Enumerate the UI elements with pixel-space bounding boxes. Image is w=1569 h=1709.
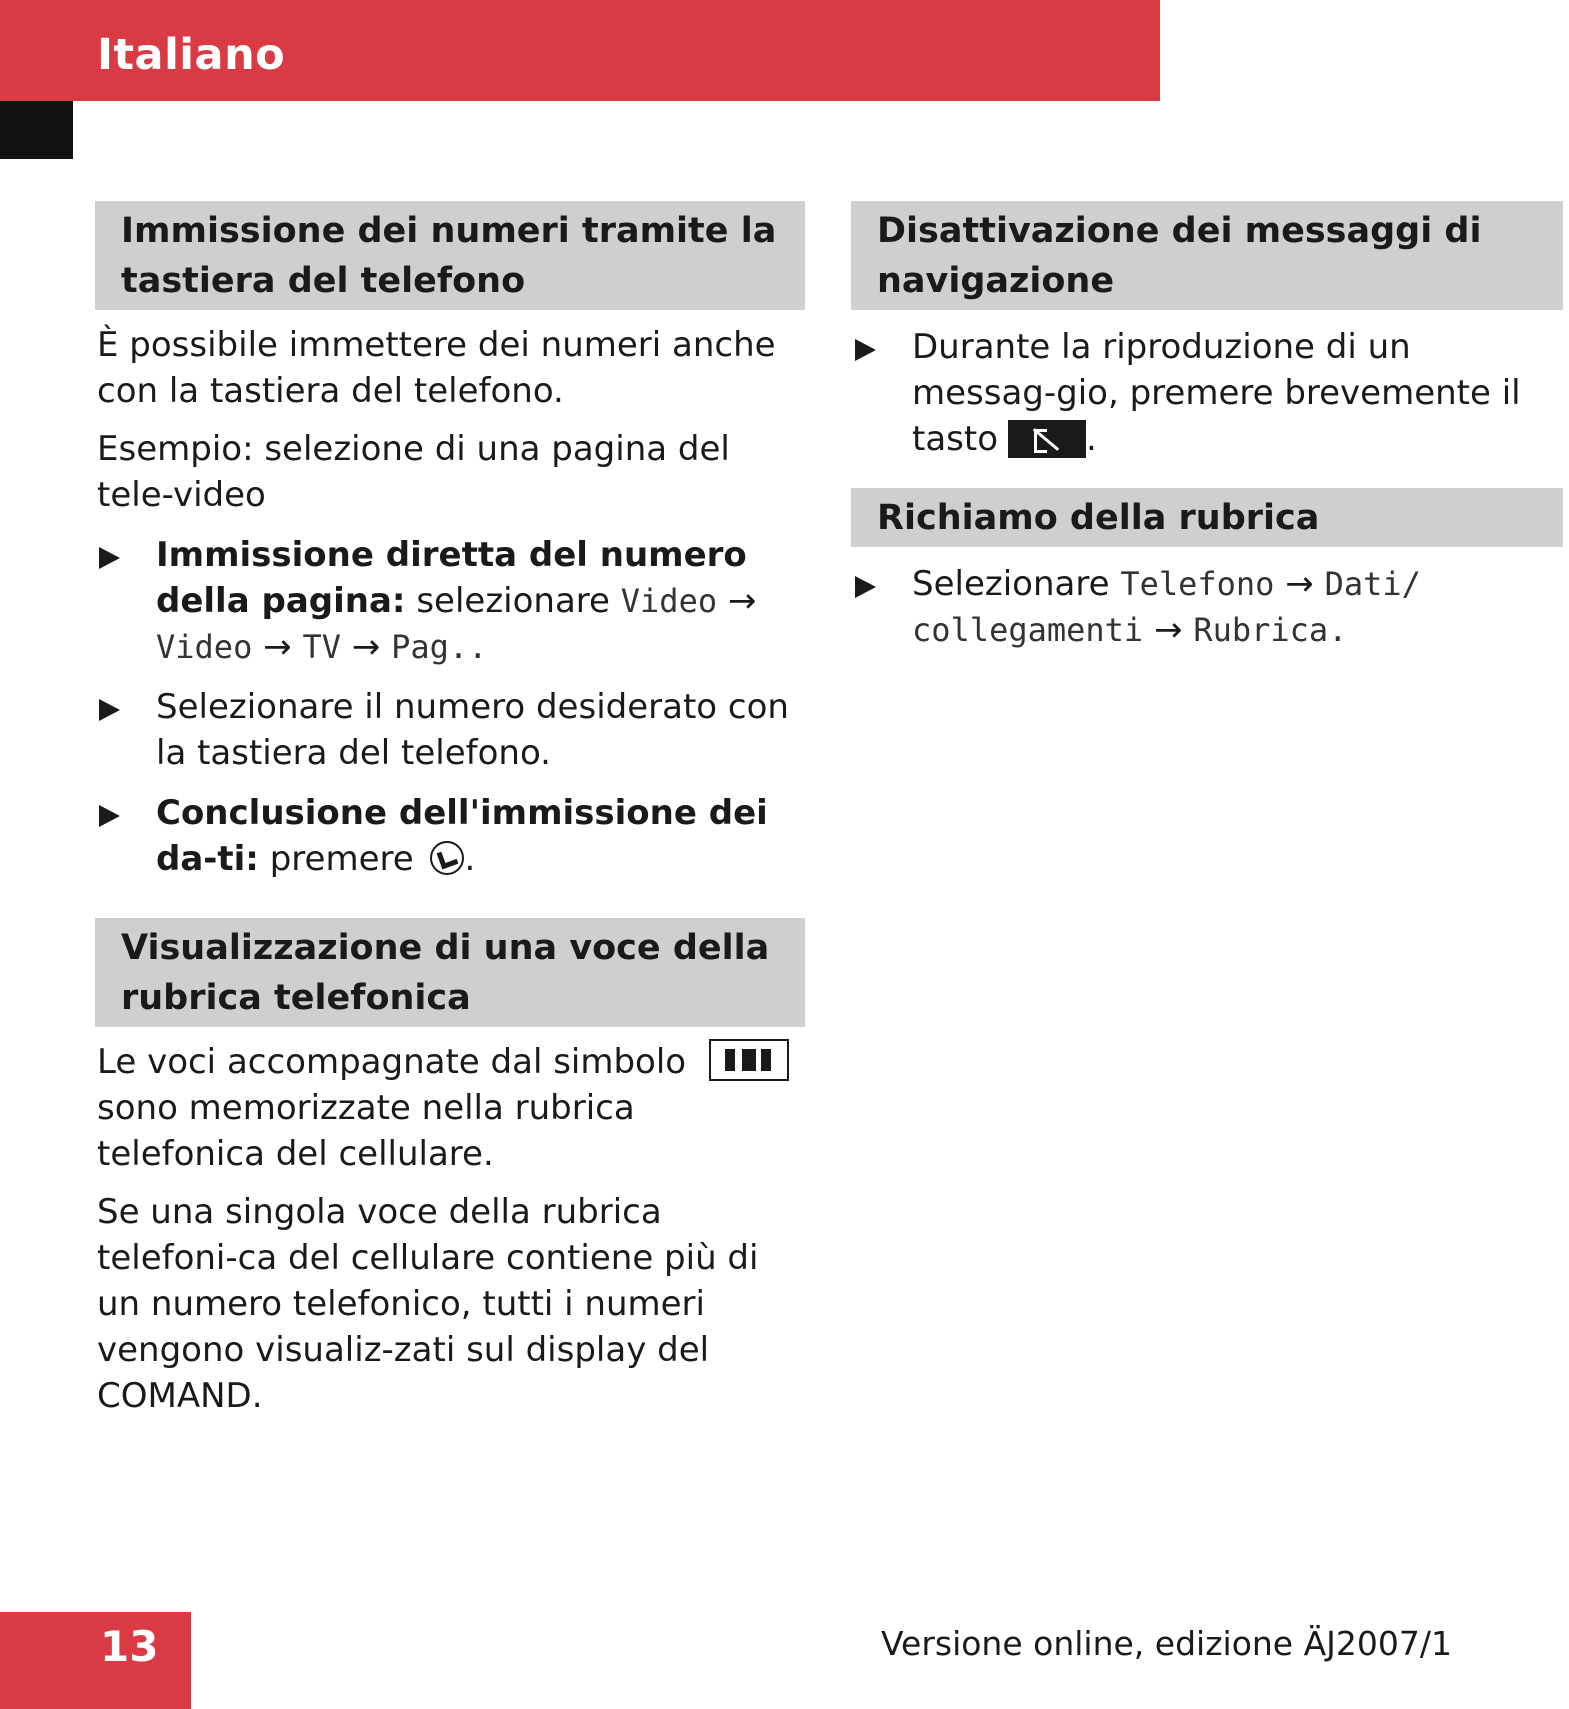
phonebook-symbol-icon — [709, 1039, 789, 1081]
section-heading-phonebook-recall: Richiamo della rubrica — [851, 488, 1563, 547]
right-column — [851, 201, 1563, 653]
step-text: Durante la riproduzione di un messag-gio, premere brevemente il tasto — [912, 327, 1521, 459]
step-end: . — [464, 839, 476, 879]
menu-item: Video — [156, 628, 253, 666]
instruction-step — [95, 790, 805, 882]
bullet-triangle-icon — [99, 547, 120, 569]
header-marker — [0, 101, 73, 159]
section-heading-phonebook-entry: Visualizzazione di una voce della rubrica telefonica — [95, 918, 805, 1027]
bullet-triangle-icon — [855, 339, 876, 361]
arrow-icon: → — [1154, 610, 1183, 650]
step-end: . — [1328, 611, 1348, 649]
menu-item: Dati/ collegamenti — [912, 565, 1421, 649]
chapter-title: Italiano — [97, 30, 286, 80]
menu-item: Rubrica — [1193, 611, 1329, 649]
paragraph: Se una singola voce della rubrica telefoni-ca del cellulare contiene più di un numero telefonico, tutti i numeri vengono visualiz-zati sul display del COMAND. — [97, 1192, 759, 1416]
paragraph — [95, 1039, 805, 1177]
arrow-icon: → — [727, 581, 757, 621]
left-column — [95, 201, 805, 1419]
call-button-icon — [430, 841, 464, 875]
paragraph: Esempio: selezione di una pagina del tele-video — [97, 429, 730, 515]
edition-note: Versione online, edizione ÄJ2007/1 — [881, 1624, 1452, 1663]
mute-key-icon — [1008, 420, 1086, 458]
arrow-icon: → — [351, 627, 381, 667]
step-end: . — [1086, 419, 1097, 459]
arrow-icon: → — [263, 627, 292, 667]
instruction-step — [851, 324, 1563, 462]
page-number: 13 — [100, 1622, 159, 1671]
paragraph: È possibile immettere dei numeri anche con la tastiera del telefono. — [97, 325, 776, 411]
step-text: selezionare — [416, 581, 610, 621]
menu-item: Telefono — [1120, 565, 1275, 603]
bullet-triangle-icon — [99, 805, 120, 827]
section-heading-navigation-messages: Disattivazione dei messaggi di navigazione — [851, 201, 1563, 310]
arrow-icon: → — [1285, 564, 1314, 604]
instruction-step — [95, 532, 805, 670]
step-text: premere — [269, 839, 414, 879]
menu-item: TV — [302, 628, 341, 666]
step-text: Selezionare il numero desiderato con la tastiera del telefono. — [156, 687, 789, 773]
paragraph-text: sono memorizzate nella rubrica telefonica del cellulare. — [97, 1088, 635, 1174]
instruction-step — [851, 561, 1563, 653]
section-heading-keypad-entry: Immissione dei numeri tramite la tastiera del telefono — [95, 201, 805, 310]
page-number-tab — [0, 1612, 191, 1709]
step-bold-label: Immissione diretta del numero della pagina: — [156, 535, 747, 621]
bullet-triangle-icon — [99, 699, 120, 721]
bullet-triangle-icon — [855, 576, 876, 598]
paragraph-text: Le voci accompagnate dal simbolo — [97, 1042, 687, 1082]
menu-item: Pag.. — [391, 628, 488, 666]
step-text: Selezionare — [912, 564, 1110, 604]
menu-item: Video — [620, 582, 718, 620]
step-bold-label: Conclusione dell'immissione dei da-ti: — [156, 793, 768, 879]
instruction-step — [95, 684, 805, 776]
